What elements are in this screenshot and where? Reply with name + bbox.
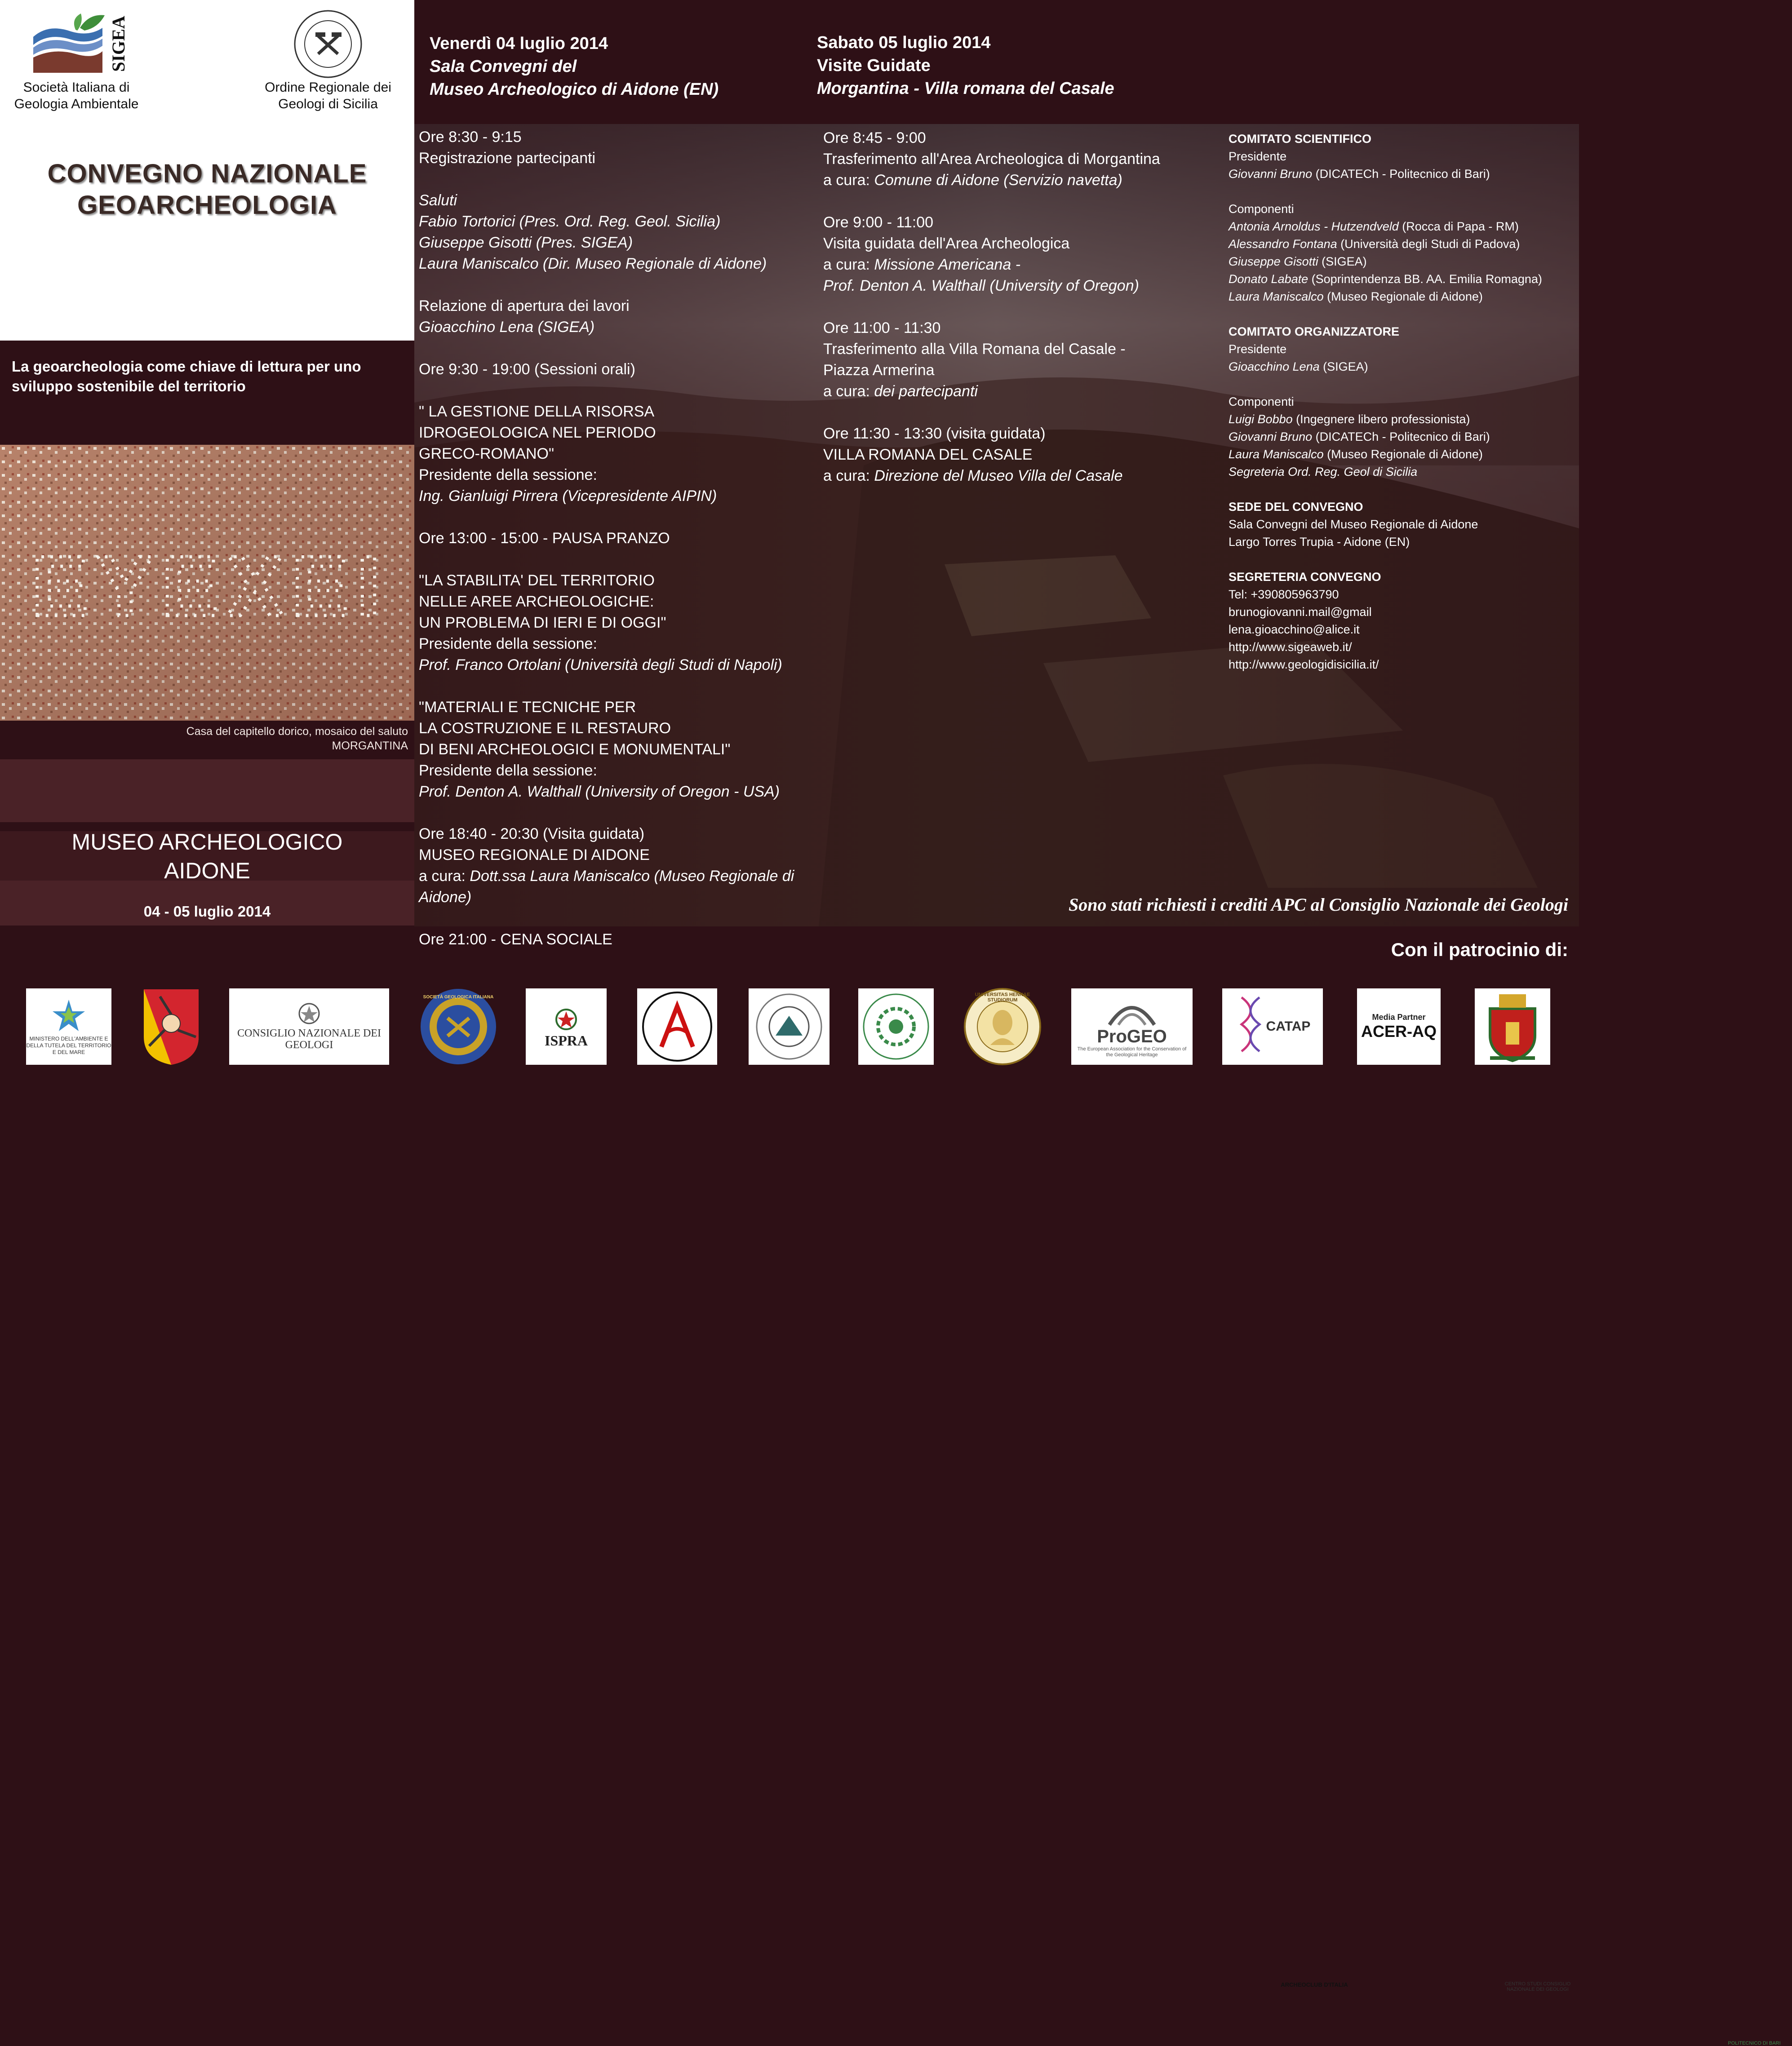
sigea-vertical-mark — [107, 10, 129, 77]
catap-logo — [1222, 988, 1323, 1065]
day1-schedule — [419, 127, 819, 950]
day2-subtitle: Visite Guidate — [817, 56, 931, 75]
trinacria-icon — [142, 988, 200, 1066]
session2-chair: Prof. Franco Ortolani (Università degli Studi di Napoli) — [419, 656, 782, 673]
session1-chair-label: Presidente della sessione: — [419, 466, 597, 483]
session2-title: "LA STABILITA' DEL TERRITORIO — [419, 572, 655, 589]
secretariat-email[interactable]: lena.gioacchino@alice.it — [1229, 623, 1360, 636]
day2-slot4-by-prefix: a cura: — [823, 467, 874, 484]
scientific-president-label: Presidente — [1229, 150, 1287, 163]
secretariat-website[interactable]: http://www.sigeaweb.it/ — [1229, 640, 1352, 654]
member-name: Alessandro Fontana — [1229, 237, 1337, 251]
sigea-caption: Società Italiana di Geologia Ambientale — [14, 80, 139, 111]
session1-title: IDROGEOLOGICA NEL PERIODO — [419, 424, 656, 441]
session1-title: GRECO-ROMANO" — [419, 445, 554, 462]
patronage-label: Con il patrocinio di: — [1391, 939, 1568, 960]
centro-studi-seal-icon — [753, 991, 825, 1063]
sponsor-name: POLITECNICO DI BARI — [1728, 2041, 1781, 2046]
day1-date: Venerdì 04 luglio 2014 — [430, 34, 608, 53]
media-partner-label: Media Partner — [1372, 1012, 1426, 1022]
member-aff: (Soprintendenza BB. AA. Emilia Romagna) — [1308, 272, 1542, 286]
museum-visit-time: Ore 18:40 - 20:30 (Visita guidata) — [419, 825, 645, 842]
day2-slot3-time: Ore 11:00 - 11:30 — [823, 319, 941, 337]
committee-member — [1229, 235, 1579, 253]
day2-slot4-by: Direzione del Museo Villa del Casale — [874, 467, 1123, 484]
day2-slot1-by: Comune di Aidone (Servizio navetta) — [874, 172, 1122, 189]
secretariat-website[interactable]: http://www.geologidisicilia.it/ — [1229, 658, 1379, 671]
acer-aq-logo — [1357, 988, 1441, 1065]
organizing-president-aff: (SIGEA) — [1319, 360, 1368, 373]
secretariat-phone: Tel: +390805963790 — [1229, 588, 1339, 601]
coat-of-arms-logo — [1475, 988, 1550, 1065]
sponsor-name: SOCIETÀ GEOLOGICA ITALIANA — [423, 995, 494, 1000]
member-name: Giuseppe Gisotti — [1229, 255, 1318, 268]
ministero-ambiente-logo — [26, 988, 111, 1065]
regione-sicilia-logo — [142, 988, 200, 1066]
event-dates: 04 - 05 luglio 2014 — [143, 903, 271, 920]
day2-slot1-by-prefix: a cura: — [823, 172, 874, 189]
progeo-arch-icon — [1105, 995, 1159, 1027]
mosaic-caption-line1: Casa del capitello dorico, mosaico del saluto — [186, 725, 408, 738]
republic-emblem-icon — [555, 1007, 577, 1032]
oral-sessions-time: Ore 9:30 - 19:00 (Sessioni orali) — [419, 361, 635, 378]
session2-title: UN PROBLEMA DI IERI E DI OGGI" — [419, 614, 666, 631]
subtitle-text: La geoarcheologia come chiave di lettura per uno sviluppo sostenibile del territorio — [12, 358, 361, 394]
day2-slot3-by-prefix: a cura: — [823, 383, 874, 400]
subtitle-panel — [0, 341, 414, 444]
session1-title: " LA GESTIONE DELLA RISORSA — [419, 403, 655, 420]
emblem-icon — [298, 1002, 320, 1025]
sponsor-name: CENTRO STUDI CONSIGLIO NAZIONALE DEI GEOLOGI — [1504, 1981, 1571, 1992]
day2-slot3-desc: Trasferimento alla Villa Romana del Casale - — [823, 341, 1126, 358]
organizing-president-name: Gioacchino Lena — [1229, 360, 1320, 373]
day2-slot2-by-line2: Prof. Denton A. Walthall (University of Oregon) — [823, 277, 1139, 294]
ordine-caption: Ordine Regionale dei Geologi di Sicilia — [265, 80, 391, 111]
mosaic-caption-line2: MORGANTINA — [332, 740, 408, 752]
social-dinner: Ore 21:00 - CENA SOCIALE — [419, 931, 612, 948]
session1-chair: Ing. Gianluigi Pirrera (Vicepresidente AIPIN) — [419, 487, 717, 505]
museum-visit-by: Dott.ssa Laura Maniscalco (Museo Regionale di Aidone) — [419, 868, 794, 906]
committee-member — [1229, 428, 1579, 446]
session3-chair-label: Presidente della sessione: — [419, 762, 597, 779]
day2-header — [817, 31, 1221, 100]
day2-slot3-desc-line2: Piazza Armerina — [823, 362, 935, 379]
museo-title-line2: AIDONE — [164, 858, 250, 883]
mosaic-inscription: EYEXEI — [31, 539, 389, 634]
session3-title: "MATERIALI E TECNICHE PER — [419, 699, 636, 716]
committee-member — [1229, 411, 1579, 428]
dna-helix-icon — [1235, 993, 1266, 1060]
member-name: Laura Maniscalco — [1229, 447, 1324, 461]
day2-slot4-time: Ore 11:30 - 13:30 (visita guidata) — [823, 425, 1046, 442]
member-name: Donato Labate — [1229, 272, 1309, 286]
venue-title: SEDE DEL CONVEGNO — [1229, 500, 1363, 514]
sponsor-name: UNIVERSITAS HENNAE STUDIORUM — [975, 992, 1030, 1003]
day2-slot2-by: Missione Americana - — [874, 256, 1021, 273]
progeo-subtitle: The European Association for the Conservation of the Geological Heritage — [1077, 1046, 1187, 1058]
committee-member — [1229, 218, 1579, 235]
member-name: Antonia Arnoldus - Hutzendveld — [1229, 220, 1399, 233]
member-name: Laura Maniscalco — [1229, 290, 1324, 303]
day2-schedule — [823, 128, 1228, 487]
star-icon — [51, 998, 87, 1034]
conference-title-line2: GEOARCHEOLOGIA — [77, 190, 337, 220]
committees-panel — [1229, 130, 1579, 673]
ordine-seal-icon — [293, 9, 363, 79]
member-aff: (DICATECh - Politecnico di Bari) — [1312, 430, 1490, 443]
member-aff: (Museo Regionale di Aidone) — [1323, 290, 1483, 303]
secretariat-title: SEGRETERIA CONVEGNO — [1229, 570, 1381, 584]
sponsor-name: ACER-AQ — [1361, 1022, 1437, 1041]
lunch-break: Ore 13:00 - 15:00 - PAUSA PRANZO — [419, 530, 670, 547]
saluti-speaker: Laura Maniscalco (Dir. Museo Regionale di Aidone) — [419, 255, 767, 272]
venue-line2: Largo Torres Trupia - Aidone (EN) — [1229, 535, 1410, 549]
secretariat-email[interactable]: brunogiovanni.mail@gmail — [1229, 605, 1372, 619]
sponsor-name: ARCHEOCLUB D'ITALIA — [1281, 1981, 1348, 1988]
member-name: Giovanni Bruno — [1229, 430, 1313, 443]
scientific-president-name: Giovanni Bruno — [1229, 167, 1313, 181]
museum-visit-place: MUSEO REGIONALE DI AIDONE — [419, 846, 650, 864]
member-aff: (SIGEA) — [1318, 255, 1367, 268]
conference-title — [0, 158, 414, 221]
universitas-hennae-logo — [963, 987, 1042, 1067]
registration-time: Ore 8:30 - 9:15 — [419, 128, 522, 146]
sponsor-name: ProGEO — [1097, 1027, 1167, 1046]
registration-label: Registrazione partecipanti — [419, 150, 596, 167]
committee-member — [1229, 288, 1579, 306]
day2-slot1-desc: Trasferimento all'Area Archeologica di Morgantina — [823, 151, 1160, 168]
politecnico-seal-icon — [860, 991, 932, 1063]
sigea-mark-text: SIGEA — [108, 15, 129, 72]
committee-member — [1229, 446, 1579, 463]
sponsor-name: MINISTERO DELL'AMBIENTE E DELLA TUTELA DEL TERRITORIO E DEL MARE — [26, 1035, 111, 1055]
museum-visit-by-prefix: a cura: — [419, 868, 470, 885]
sgi-logo — [420, 987, 497, 1067]
session2-title: NELLE AREE ARCHEOLOGICHE: — [419, 593, 654, 610]
day2-place: Morgantina - Villa romana del Casale — [817, 79, 1114, 98]
saluti-speaker: Giuseppe Gisotti (Pres. SIGEA) — [419, 234, 633, 251]
member-aff: (Università degli Studi di Padova) — [1337, 237, 1520, 251]
day2-date: Sabato 05 luglio 2014 — [817, 33, 991, 52]
member-aff: (Rocca di Papa - RM) — [1398, 220, 1519, 233]
archeoclub-icon — [639, 988, 715, 1065]
decor-band — [0, 759, 414, 822]
conference-title-line1: CONVEGNO NAZIONALE — [47, 159, 367, 188]
committee-member — [1229, 463, 1579, 481]
member-aff: (Museo Regionale di Aidone) — [1323, 447, 1483, 461]
saluti-label: Saluti — [419, 192, 457, 209]
mosaic-caption — [0, 724, 408, 753]
sponsor-name: CATAP — [1266, 1019, 1311, 1034]
sponsor-name: CONSIGLIO NAZIONALE DEI GEOLOGI — [237, 1027, 381, 1051]
session3-title: LA COSTRUZIONE E IL RESTAURO — [419, 720, 671, 737]
scientific-committee-title: COMITATO SCIENTIFICO — [1229, 132, 1371, 146]
member-name: Segreteria Ord. Reg. Geol di Sicilia — [1229, 465, 1418, 478]
committee-member — [1229, 253, 1579, 270]
day1-header — [430, 32, 816, 101]
day1-venue-line1: Sala Convegni del — [430, 57, 577, 76]
cng-logo — [229, 988, 389, 1065]
day1-venue-line2: Museo Archeologico di Aidone (EN) — [430, 80, 719, 99]
day2-slot2-time: Ore 9:00 - 11:00 — [823, 214, 934, 231]
header-logo-panel — [0, 0, 414, 341]
day2-slot1-time: Ore 8:45 - 9:00 — [823, 129, 926, 146]
session3-chair: Prof. Denton A. Walthall (University of Oregon - USA) — [419, 783, 780, 800]
opening-label: Relazione di apertura dei lavori — [419, 297, 630, 314]
museo-title — [0, 828, 414, 885]
scientific-president-aff: (DICATECh - Politecnico di Bari) — [1312, 167, 1490, 181]
mosaic-image — [0, 445, 414, 721]
day2-slot4-desc: VILLA ROMANA DEL CASALE — [823, 446, 1033, 463]
venue-line1: Sala Convegni del Museo Regionale di Aidone — [1229, 518, 1478, 531]
organizing-president-label: Presidente — [1229, 342, 1287, 356]
sponsor-name: ISPRA — [544, 1032, 588, 1049]
scientific-members-label: Componenti — [1229, 202, 1294, 216]
day2-slot2-by-prefix: a cura: — [823, 256, 874, 273]
mosaic-picture — [0, 445, 414, 721]
session3-title: DI BENI ARCHEOLOGICI E MONUMENTALI" — [419, 741, 731, 758]
session2-chair-label: Presidente della sessione: — [419, 635, 597, 652]
opening-speaker: Gioacchino Lena (SIGEA) — [419, 319, 595, 336]
progeo-logo — [1071, 988, 1193, 1065]
museo-title-line1: MUSEO ARCHEOLOGICO — [71, 829, 343, 855]
apc-credits-note: Sono stati richiesti i crediti APC al Consiglio Nazionale dei Geologi — [1069, 895, 1568, 915]
saluti-speaker: Fabio Tortorici (Pres. Ord. Reg. Geol. Sicilia) — [419, 213, 721, 230]
ispra-logo — [526, 988, 607, 1065]
coat-of-arms-icon — [1479, 991, 1546, 1063]
member-aff: (Ingegnere libero professionista) — [1292, 412, 1470, 426]
organizing-committee-title: COMITATO ORGANIZZATORE — [1229, 325, 1399, 338]
member-name: Luigi Bobbo — [1229, 412, 1293, 426]
day2-slot2-desc: Visita guidata dell'Area Archeologica — [823, 235, 1070, 252]
organizing-members-label: Componenti — [1229, 395, 1294, 408]
committee-member — [1229, 270, 1579, 288]
day2-slot3-by: dei partecipanti — [874, 383, 978, 400]
